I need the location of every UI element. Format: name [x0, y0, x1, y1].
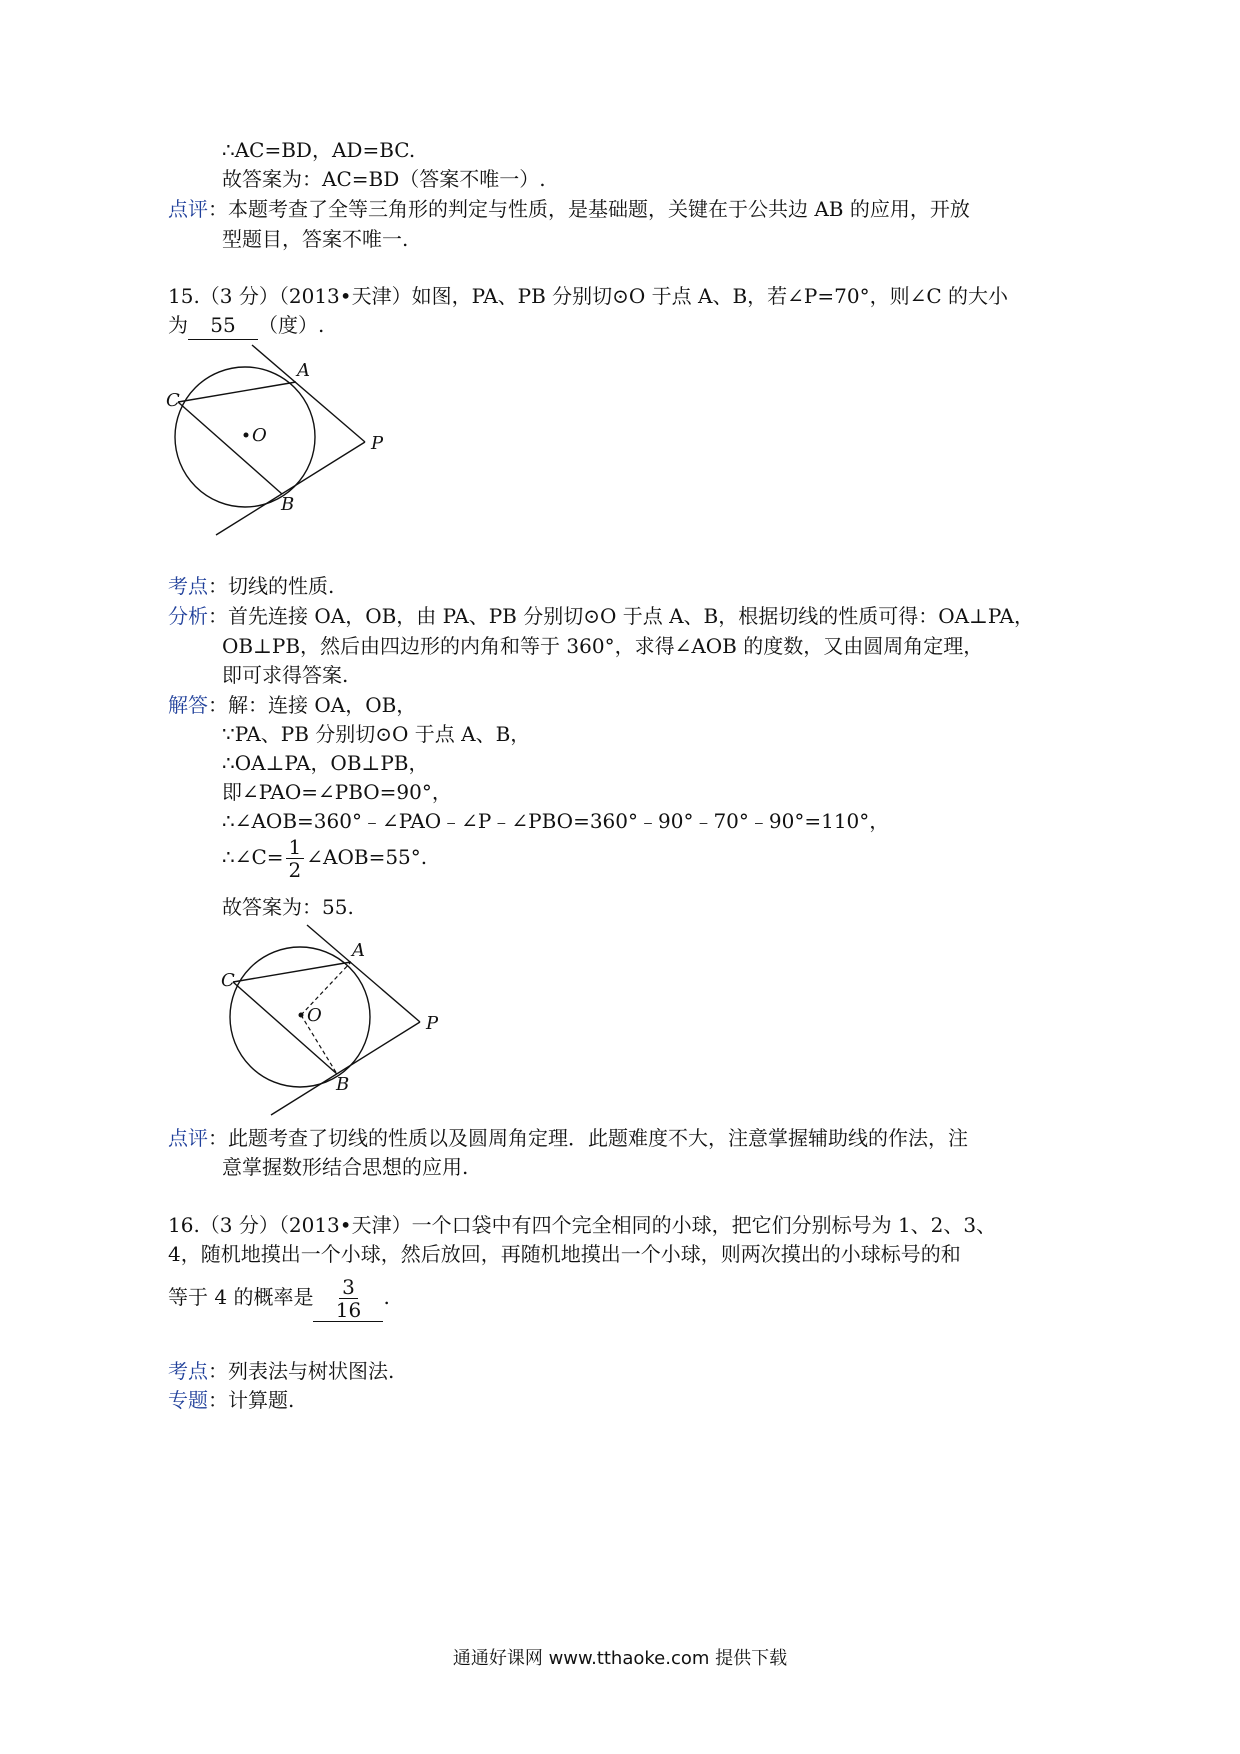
label-c: C	[166, 390, 180, 411]
q15-answer-blank: 55	[188, 311, 258, 340]
comment-text-1: ：本题考查了全等三角形的判定与性质，是基础题，关键在于公共边 AB 的应用，开放	[208, 197, 970, 221]
q15-fenxi-line-3: 即可求得答案.	[222, 663, 349, 687]
pingjia-label: 点评	[168, 1126, 208, 1150]
q15-stem-prefix: 为	[168, 313, 188, 337]
q16-answer-fraction	[333, 1276, 364, 1321]
q15-jieda-line-7: 故答案为：55.	[222, 895, 354, 919]
q15-kaodian	[168, 572, 334, 600]
q16-stem-line-2: 4，随机地摸出一个小球，然后放回，再随机地摸出一个小球，则两次摸出的小球标号的和	[168, 1242, 961, 1266]
q15-jieda-line-6	[222, 836, 427, 881]
fenxi-label: 分析	[168, 604, 208, 628]
comment-label: 点评	[168, 197, 208, 221]
jieda6-prefix: ∴∠C=	[222, 845, 284, 869]
half-fraction	[286, 836, 305, 881]
label-p: P	[426, 1013, 439, 1034]
q16-answer-blank	[313, 1276, 383, 1322]
q16-kaodian	[168, 1357, 394, 1385]
label-p: P	[371, 433, 384, 454]
jieda-label: 解答	[168, 693, 208, 717]
q15-stem-line-1: 15.（3 分）（2013•天津）如图，PA、PB 分别切⊙O 于点 A、B，若∠P=70°，则∠C 的大小	[168, 284, 1009, 308]
label-o: O	[252, 425, 267, 446]
q15-pingjia-line-2: 意掌握数形结合思想的应用.	[222, 1155, 469, 1179]
q16-kaodian-label: 考点	[168, 1359, 208, 1383]
jieda-text-1: ：解：连接 OA，OB，	[208, 693, 417, 717]
fenxi-text-1: ：首先连接 OA，OB，由 PA、PB 分别切⊙O 于点 A、B，根据切线的性质可得：OA⊥PA，	[208, 604, 1034, 628]
ans-denominator: 16	[335, 1298, 362, 1322]
q15-jieda-line-3: ∴OA⊥PA，OB⊥PB，	[222, 751, 429, 775]
frac-denominator: 2	[288, 858, 302, 882]
frac-numerator: 1	[286, 836, 305, 859]
q16-zhuanti	[168, 1386, 294, 1414]
prev-line-2: 故答案为：AC=BD（答案不唯一）.	[222, 167, 546, 191]
kaodian-label: 考点	[168, 574, 208, 598]
q15-jieda-line-2: ∵PA、PB 分别切⊙O 于点 A、B，	[222, 722, 531, 746]
label-b: B	[281, 494, 295, 515]
prev-line-1: ∴AC=BD，AD=BC.	[222, 138, 416, 162]
q15-jieda	[168, 691, 416, 719]
prev-comment-line-2: 型题目，答案不唯一.	[222, 227, 409, 251]
q15-pingjia	[168, 1124, 968, 1152]
q16-stem-line-1: 16.（3 分）（2013•天津）一个口袋中有四个完全相同的小球，把它们分别标号为 1、2、3、	[168, 1213, 997, 1237]
q15-jieda-line-5: ∴∠AOB=360°﹣∠PAO﹣∠P﹣∠PBO=360°﹣90°﹣70°﹣90°=110°，	[222, 809, 890, 833]
q15-fenxi-line-2: OB⊥PB，然后由四边形的内角和等于 360°，求得∠AOB 的度数，又由圆周角定理，	[222, 634, 984, 658]
label-o: O	[307, 1005, 322, 1026]
q16-zhuanti-label: 专题	[168, 1388, 208, 1412]
q15-jieda-line-4: 即∠PAO=∠PBO=90°，	[222, 780, 452, 804]
q16-stem-prefix: 等于 4 的概率是	[168, 1285, 314, 1309]
prev-comment	[168, 195, 970, 223]
q16-kaodian-text: ：列表法与树状图法.	[208, 1359, 395, 1383]
pingjia-text-1: ：此题考查了切线的性质以及圆周角定理．此题难度不大，注意掌握辅助线的作法，注	[208, 1126, 968, 1150]
q16-stem-line-3	[168, 1276, 390, 1322]
q15-figure	[160, 340, 400, 540]
q15-fenxi	[168, 602, 1034, 630]
jieda6-suffix: ∠AOB=55°.	[306, 845, 428, 869]
q15-stem-suffix: （度）.	[258, 313, 325, 337]
label-b: B	[336, 1074, 350, 1095]
label-a: A	[297, 360, 310, 381]
label-a: A	[352, 940, 365, 961]
q15-stem-line-2	[168, 311, 324, 340]
q15-solution-figure	[215, 920, 455, 1120]
kaodian-text: ：切线的性质.	[208, 574, 335, 598]
ans-numerator: 3	[339, 1276, 358, 1299]
label-c: C	[221, 970, 235, 991]
q16-stem-suffix: .	[383, 1285, 390, 1309]
q16-zhuanti-text: ：计算题.	[208, 1388, 295, 1412]
page-footer: 通通好课网 www.tthaoke.com 提供下载	[452, 1648, 788, 1669]
